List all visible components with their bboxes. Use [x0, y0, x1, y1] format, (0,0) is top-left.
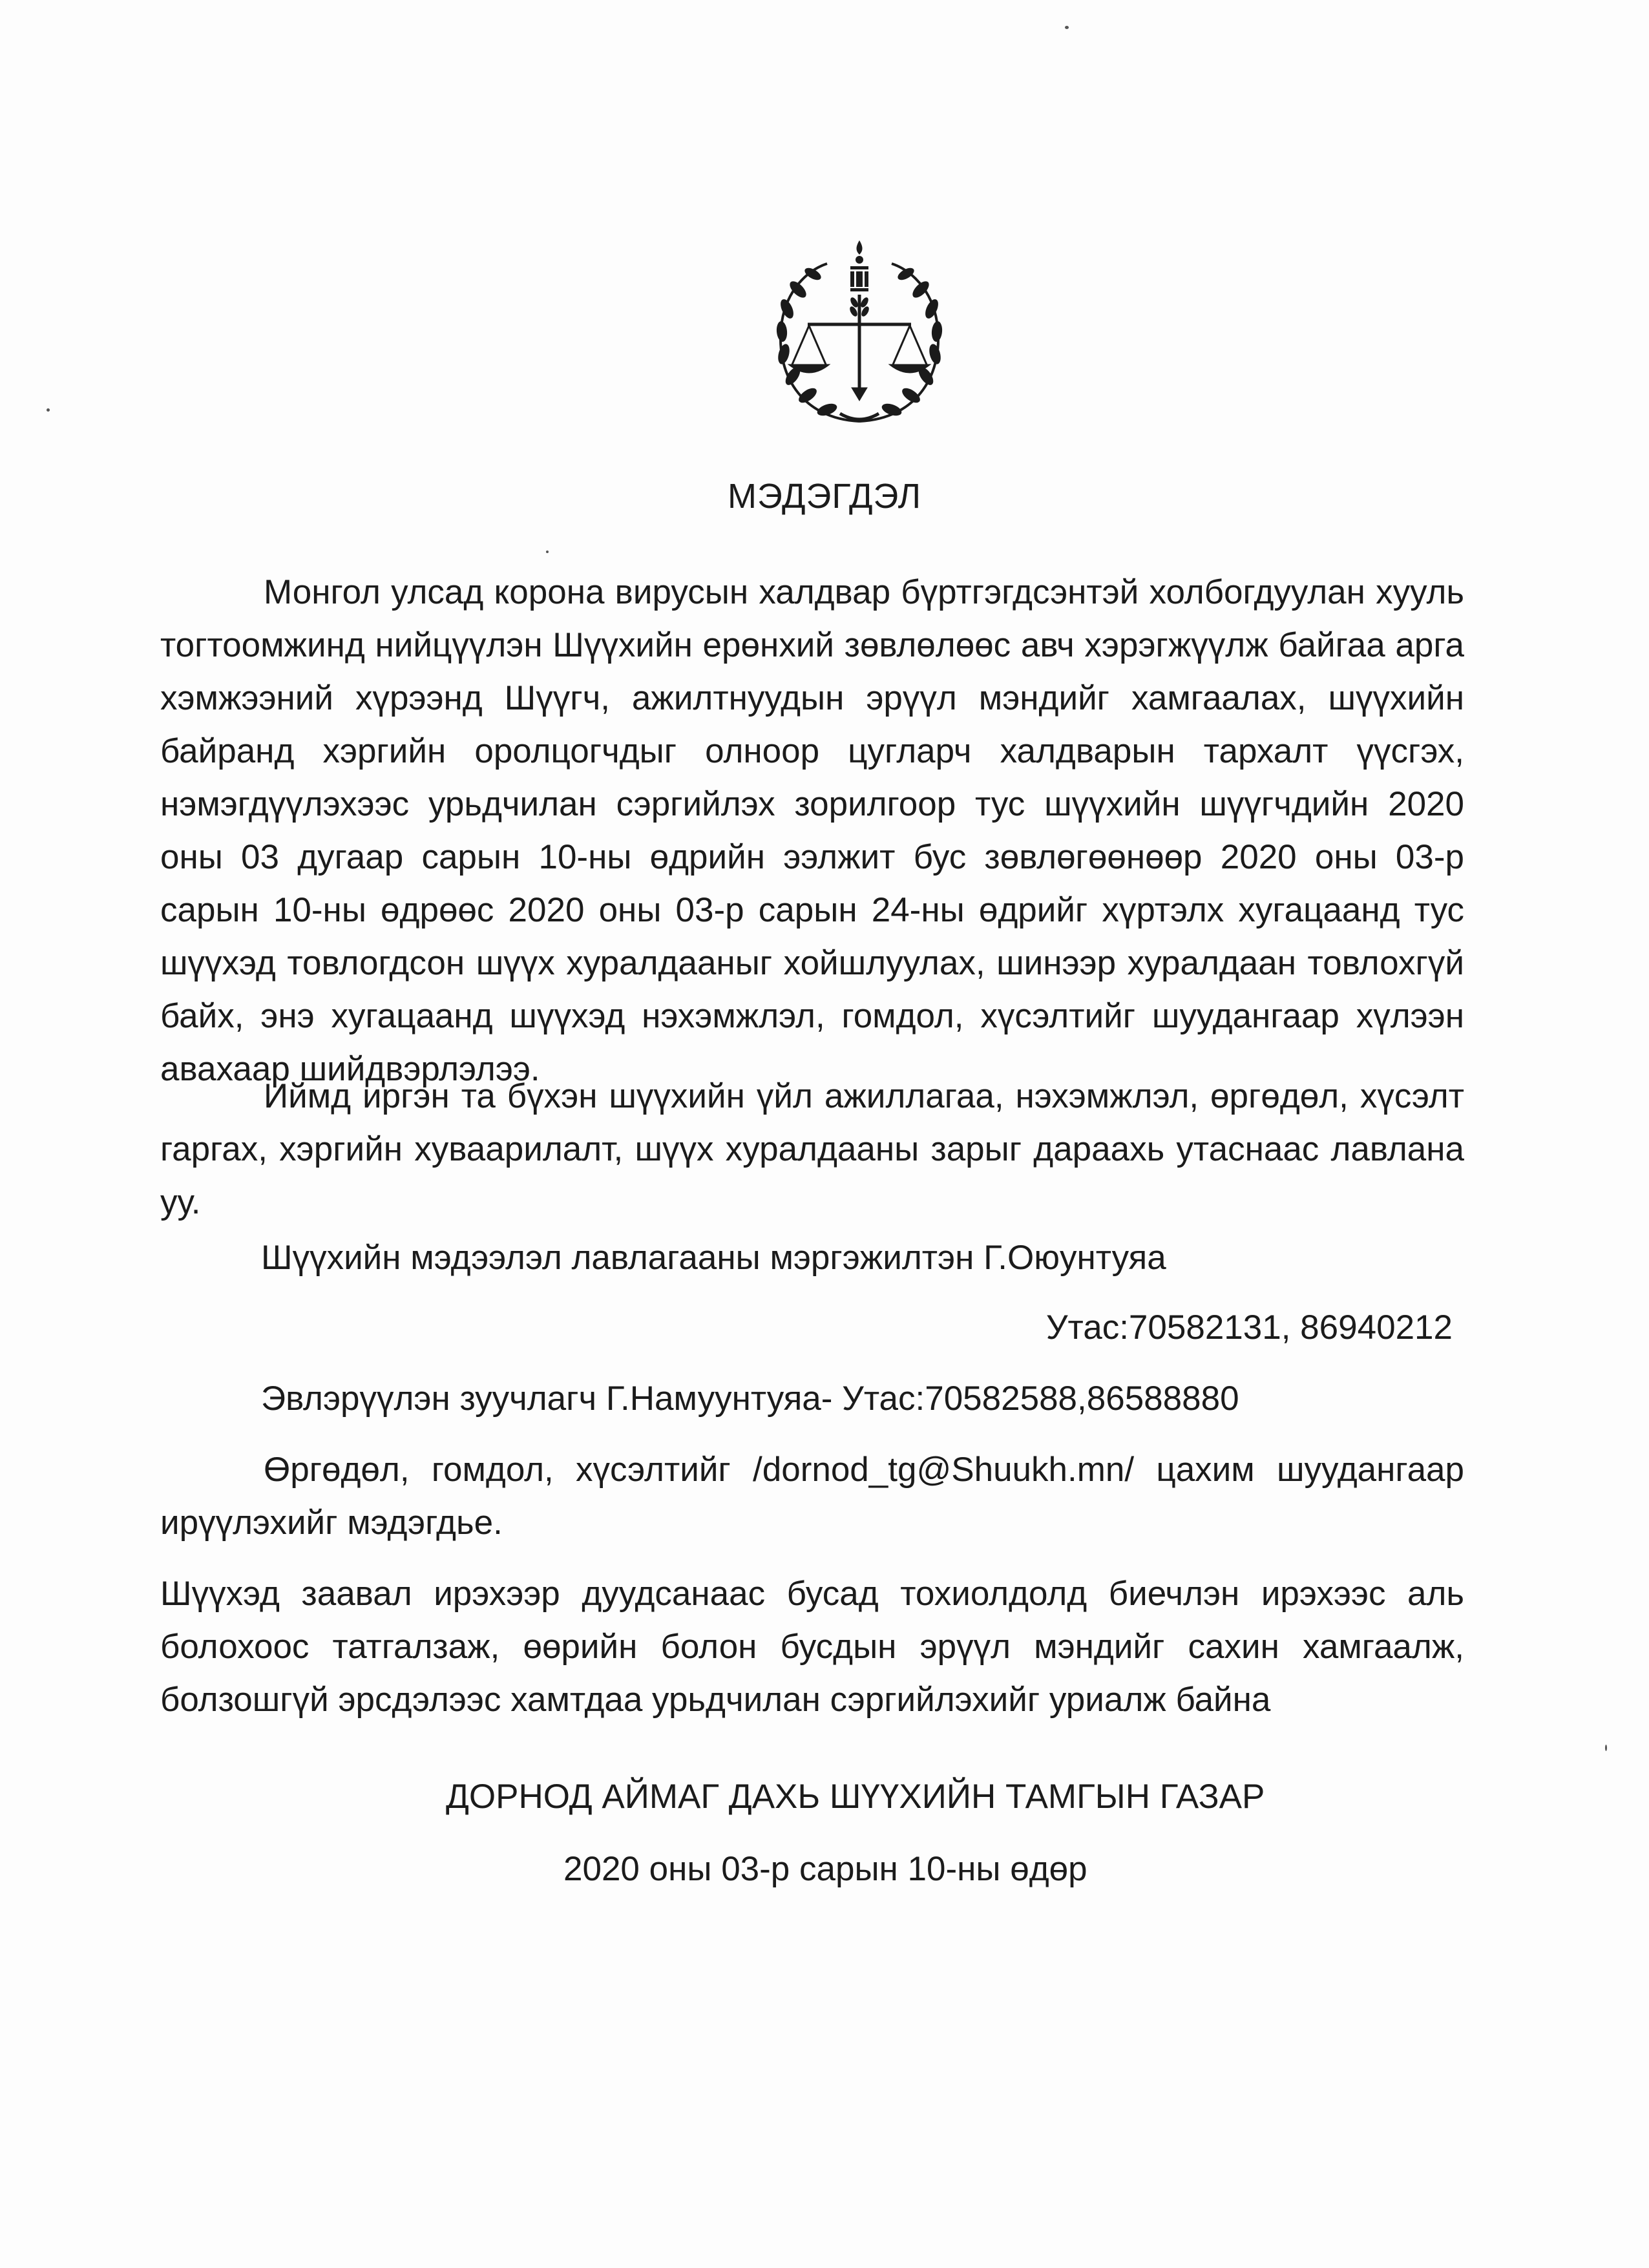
issuer-name: ДОРНОД АЙМАГ ДАХЬ ШҮҮХИЙН ТАМГЫН ГАЗАР	[446, 1778, 1265, 1816]
notice-title: МЭДЭГДЭЛ	[727, 477, 922, 516]
notice-paragraph-email: Өргөдөл, гомдол, хүсэлтийг /dornod_tg@Shuukh.mn/ цахим шуудангаар ирүүлэхийг мэдэгдье.	[160, 1451, 1464, 1542]
notice-paragraph-appeal: Шүүхэд заавал ирэхээр дуудсанаас бусад тохиолдолд биечлэн ирэхээс аль болохоос татгалзаж, өөрийн болон бусдын эрүүл мэндийг сахин хамгаалж, болзошгүй эрсдэлээс хамтдаа урьдчилан сэргийлэхийг уриалж байна	[160, 1575, 1464, 1719]
notice-paragraph-main: Монгол улсад корона вирусын халдвар бүртгэгдсэнтэй холбогдуулан хууль тогтоомжинд нийцүүлэн Шүүхийн ерөнхий зөвлөлөөс авч хэрэгжүүлж байгаа арга хэмжээний хүрээнд Шүүгч, ажилтнуудын эрүүл мэндийг хамгаалах, шүүхийн байранд хэргийн оролцогчдыг олноор цугларч халдварын тархалт үүсгэх, нэмэгдүүлэхээс урьдчилан сэргийлэх зорилгоор тус шүүхийн шүүгчдийн 2020 оны 03 дугаар сарын 10-ны өдрийн ээлжит бус зөвлөгөөнөөр 2020 оны 03-р сарын 10-ны өдрөөс 2020 оны 03-р сарын 24-ны өдрийг хүртэлх хугацаанд тус шүүхэд товлогдсон шүүх хуралдааныг хойшлуулах, шинээр хуралдаан товлохгүй байх, энэ хугацаанд шүүхэд нэхэмжлэл, гомдол, хүсэлтийг шуудангаар хүлээн авахаар шийдвэрлэлээ.	[160, 573, 1464, 1088]
issue-date: 2020 оны 03-р сарын 10-ны өдөр	[563, 1850, 1087, 1888]
scan-speck	[47, 408, 50, 412]
contact-phone-specialist: Утас:70582131, 86940212	[1045, 1308, 1453, 1347]
contact-info-specialist: Шүүхийн мэдээлэл лавлагааны мэргэжилтэн Г.Оюунтуяа	[261, 1239, 1166, 1277]
contact-info-mediator: Эвлэрүүлэн зуучлагч Г.Намуунтуяа- Утас:70582588,86588880	[261, 1380, 1239, 1418]
scan-speck	[1065, 26, 1069, 29]
court-scales-emblem-icon	[762, 238, 956, 432]
scan-speck	[1605, 1745, 1607, 1751]
notice-paragraph-inquiry: Иймд иргэн та бүхэн шүүхийн үйл ажиллагаа, нэхэмжлэл, өргөдөл, хүсэлт гаргах, хэргийн хуваарилалт, шүүх хуралдааны зарыг дараахь утаснаас лавлана уу.	[160, 1077, 1464, 1221]
scan-speck	[546, 551, 549, 553]
